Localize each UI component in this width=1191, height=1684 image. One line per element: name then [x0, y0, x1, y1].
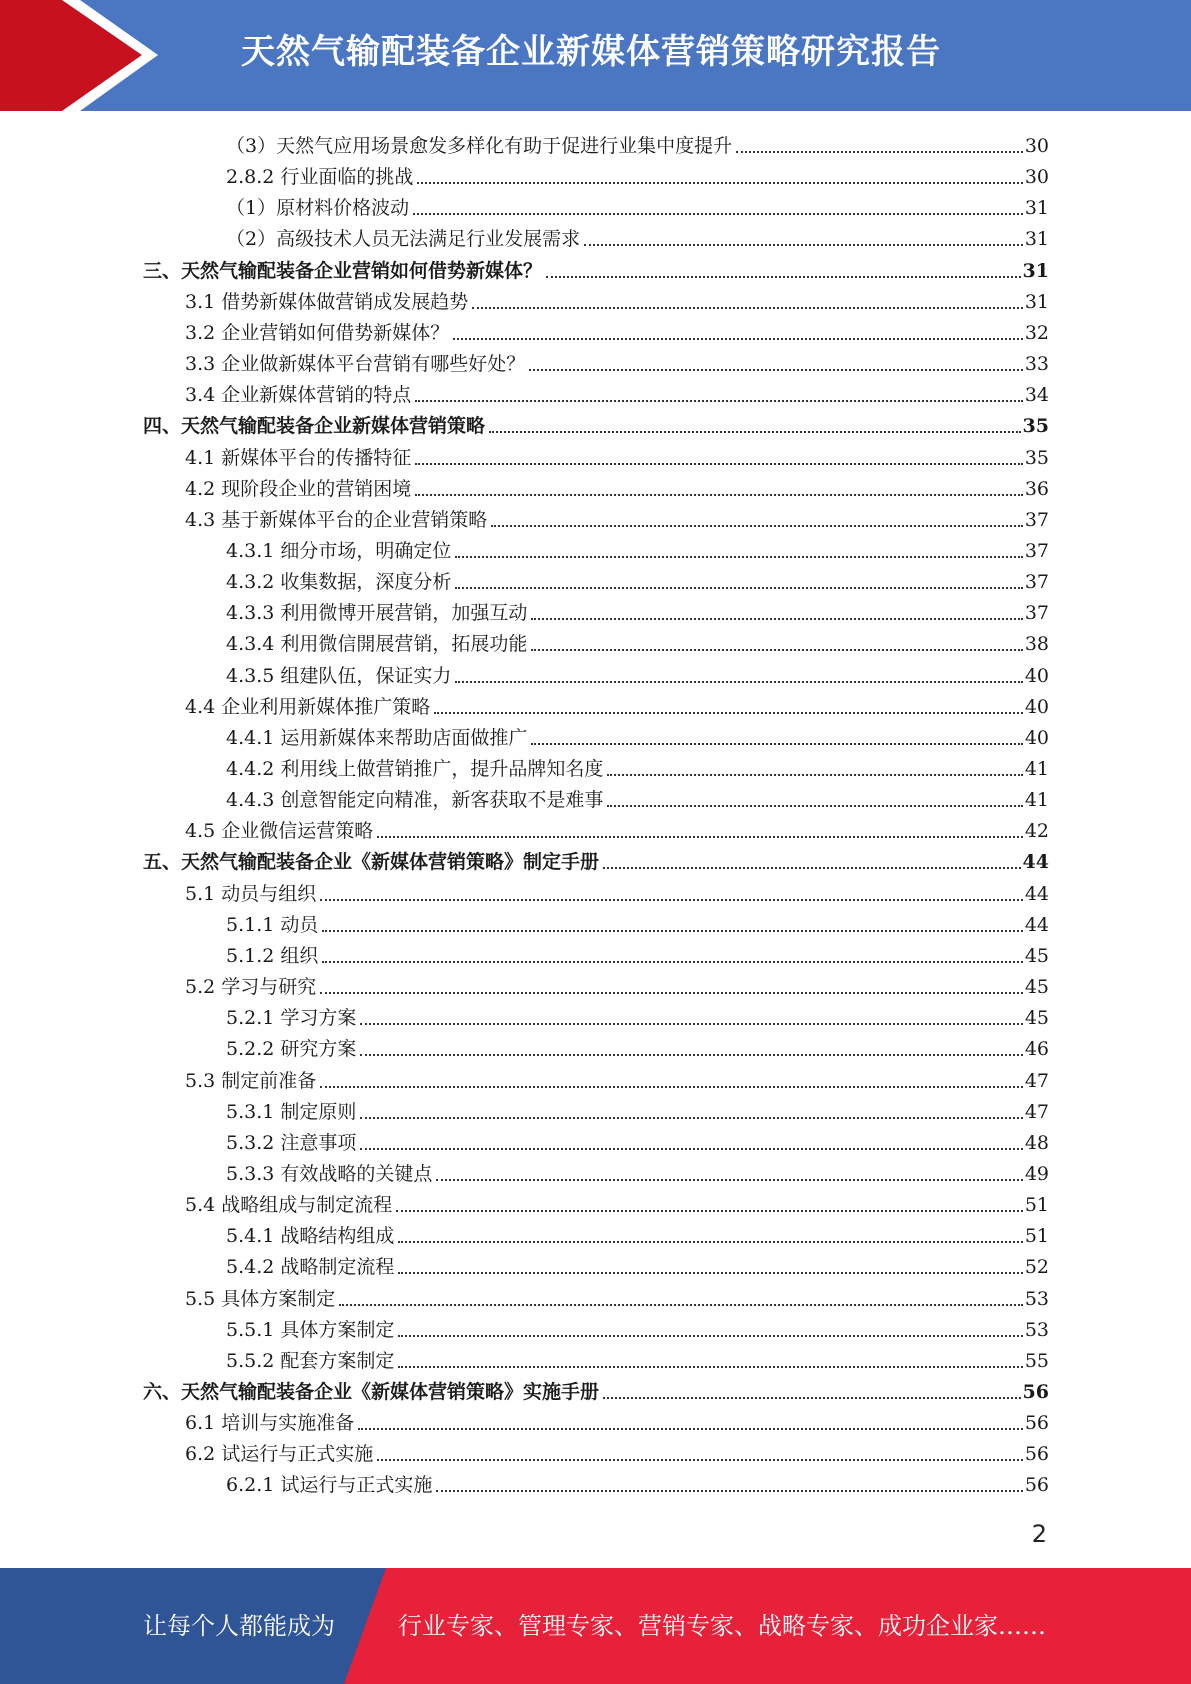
toc-entry[interactable]: [143, 843, 1049, 874]
toc-dot-leader: [603, 1397, 1021, 1399]
toc-dot-leader: [455, 556, 1022, 558]
toc-entry-page: 38: [1024, 633, 1049, 656]
toc-entry-title: 4.3.5 组建队伍，保证实力: [226, 664, 452, 687]
toc-dot-leader: [360, 1023, 1022, 1025]
toc-entry[interactable]: [226, 781, 1049, 812]
toc-entry-title: 4.4.1 运用新媒体来帮助店面做推广: [226, 726, 528, 749]
toc-entry-page: 35: [1022, 415, 1049, 438]
toc-entry[interactable]: [226, 1155, 1049, 1186]
toc-dot-leader: [396, 1210, 1023, 1212]
toc-entry[interactable]: [226, 1248, 1049, 1279]
toc-entry-page: 40: [1024, 695, 1049, 718]
toc-entry[interactable]: [185, 1435, 1049, 1466]
toc-entry-page: 42: [1024, 820, 1049, 843]
toc-entry[interactable]: [185, 314, 1049, 345]
toc-entry[interactable]: [185, 376, 1049, 407]
toc-entry-title: （1）原材料价格波动: [226, 197, 410, 220]
page-header: [0, 0, 1191, 111]
toc-entry-page: 31: [1024, 228, 1049, 251]
toc-entry-title: 5.3.2 注意事项: [226, 1131, 357, 1154]
toc-entry-title: 5.5.2 配套方案制定: [226, 1349, 395, 1372]
toc-entry[interactable]: [226, 657, 1049, 688]
toc-dot-leader: [472, 307, 1023, 309]
toc-entry[interactable]: [185, 439, 1049, 470]
toc-dot-leader: [415, 494, 1023, 496]
toc-dot-leader: [398, 1366, 1022, 1368]
toc-dot-leader: [531, 743, 1022, 745]
toc-entry-title: 5.5.1 具体方案制定: [226, 1318, 395, 1341]
toc-entry-page: 44: [1024, 882, 1049, 905]
toc-entry-title: 5.3 制定前准备: [185, 1069, 317, 1092]
toc-dot-leader: [320, 899, 1023, 901]
toc-dot-leader: [455, 587, 1022, 589]
toc-entry-title: 5.4.1 战略结构组成: [226, 1225, 395, 1248]
toc-entry-page: 33: [1024, 353, 1049, 376]
toc-entry-page: 30: [1024, 166, 1049, 189]
header-arrow-decoration: [0, 0, 180, 111]
toc-dot-leader: [360, 1117, 1022, 1119]
toc-entry[interactable]: [226, 532, 1049, 563]
toc-entry[interactable]: [185, 1062, 1049, 1093]
toc-dot-leader: [436, 1179, 1022, 1181]
page-footer: [0, 1568, 1191, 1684]
toc-dot-leader: [398, 1272, 1022, 1274]
toc-dot-leader: [413, 213, 1023, 215]
toc-entry-page: 37: [1024, 602, 1049, 625]
toc-dot-leader: [377, 1459, 1023, 1461]
toc-entry-title: 4.3 基于新媒体平台的企业营销策略: [185, 508, 488, 531]
toc-dot-leader: [360, 1054, 1022, 1056]
toc-entry-page: 56: [1024, 1443, 1049, 1466]
toc-entry-page: 55: [1024, 1349, 1049, 1372]
toc-entry-title: 6.2.1 试运行与正式实施: [226, 1474, 433, 1497]
toc-entry[interactable]: [185, 470, 1049, 501]
toc-entry-page: 56: [1024, 1412, 1049, 1435]
toc-entry-page: 41: [1024, 789, 1049, 812]
toc-entry-page: 40: [1024, 726, 1049, 749]
toc-entry-page: 30: [1024, 135, 1049, 157]
toc-entry-page: 40: [1024, 664, 1049, 687]
toc-dot-leader: [436, 1490, 1022, 1492]
toc-entry[interactable]: [226, 906, 1049, 937]
toc-entry-page: 44: [1024, 913, 1049, 936]
toc-dot-leader: [377, 836, 1023, 838]
toc-entry[interactable]: [226, 189, 1049, 220]
toc-entry-title: 6.2 试运行与正式实施: [185, 1443, 374, 1466]
toc-entry-title: 5.3.1 制定原则: [226, 1100, 357, 1123]
toc-dot-leader: [322, 930, 1022, 932]
toc-entry-title: 5.4 战略组成与制定流程: [185, 1194, 393, 1217]
toc-entry-title: 5.2.2 研究方案: [226, 1038, 357, 1061]
toc-entry-page: 51: [1024, 1194, 1049, 1217]
toc-entry-page: 53: [1024, 1318, 1049, 1341]
toc-entry-title: 4.4.2 利用线上做营销推广，提升品牌知名度: [226, 758, 604, 780]
toc-entry-page: 46: [1024, 1038, 1049, 1061]
toc-entry[interactable]: [185, 501, 1049, 532]
toc-entry[interactable]: [226, 158, 1049, 189]
toc-dot-leader: [322, 961, 1022, 963]
toc-entry[interactable]: [226, 1030, 1049, 1061]
toc-entry[interactable]: [226, 220, 1049, 251]
toc-entry[interactable]: [226, 127, 1049, 158]
toc-entry-title: （3）天然气应用场景愈发多样化有助于促进行业集中度提升: [226, 135, 733, 157]
toc-dot-leader: [398, 1241, 1022, 1243]
toc-entry-title: 5.4.2 战略制定流程: [226, 1256, 395, 1279]
toc-entry-page: 49: [1024, 1162, 1049, 1185]
toc-dot-leader: [434, 712, 1023, 714]
toc-entry-title: 4.3.2 收集数据，深度分析: [226, 571, 452, 594]
toc-dot-leader: [607, 805, 1022, 807]
toc-entry-title: 5.3.3 有效战略的关键点: [226, 1162, 433, 1185]
toc-entry-page: 36: [1024, 477, 1049, 500]
report-title: 天然气输配装备企业新媒体营销策略研究报告: [241, 32, 941, 72]
toc-entry-title: 5.1 动员与组织: [185, 882, 317, 905]
toc-dot-leader: [531, 649, 1022, 651]
toc-entry-title: 3.4 企业新媒体营销的特点: [185, 384, 412, 407]
toc-entry-title: 六、天然气输配装备企业《新媒体营销策略》实施手册: [143, 1381, 600, 1403]
toc-entry-page: 45: [1024, 944, 1049, 967]
toc-dot-leader: [339, 1304, 1023, 1306]
toc-entry-page: 45: [1024, 1007, 1049, 1030]
toc-entry[interactable]: [226, 1093, 1049, 1124]
toc-dot-leader: [415, 463, 1023, 465]
toc-entry-page: 45: [1024, 976, 1049, 999]
toc-entry[interactable]: [143, 252, 1049, 283]
toc-entry-page: 56: [1024, 1474, 1049, 1497]
toc-entry[interactable]: [185, 1280, 1049, 1311]
toc-entry-page: 41: [1024, 758, 1049, 780]
toc-dot-leader: [455, 681, 1022, 683]
toc-entry[interactable]: [185, 875, 1049, 906]
toc-entry-title: 五、天然气输配装备企业《新媒体营销策略》制定手册: [143, 851, 600, 874]
footer-slogan-left: 让每个人都能成为: [143, 1612, 335, 1640]
toc-entry-page: 35: [1024, 446, 1049, 469]
toc-entry-title: 5.2 学习与研究: [185, 976, 317, 999]
toc-entry-title: 5.5 具体方案制定: [185, 1287, 336, 1310]
toc-dot-leader: [320, 1086, 1023, 1088]
toc-dot-leader: [603, 867, 1021, 869]
toc-entry[interactable]: [226, 1124, 1049, 1155]
toc-entry-title: 5.1.1 动员: [226, 913, 319, 936]
footer-slogan-right: 行业专家、管理专家、营销专家、战略专家、成功企业家……: [398, 1612, 1046, 1640]
toc-entry[interactable]: [226, 1342, 1049, 1373]
toc-dot-leader: [546, 276, 1021, 278]
toc-entry-page: 37: [1024, 571, 1049, 594]
toc-dot-leader: [417, 182, 1022, 184]
toc-entry[interactable]: [185, 812, 1049, 843]
toc-dot-leader: [320, 992, 1023, 994]
toc-entry-title: 三、天然气输配装备企业营销如何借势新媒体？: [143, 259, 543, 282]
toc-entry[interactable]: [226, 563, 1049, 594]
toc-entry-page: 48: [1024, 1131, 1049, 1154]
toc-entry[interactable]: [143, 407, 1049, 438]
toc-entry-title: 3.2 企业营销如何借势新媒体？: [185, 321, 450, 344]
toc-entry-page: 56: [1022, 1381, 1049, 1403]
toc-entry-title: 5.1.2 组织: [226, 944, 319, 967]
toc-dot-leader: [736, 151, 1023, 153]
toc-entry-page: 52: [1024, 1256, 1049, 1279]
toc-dot-leader: [415, 400, 1023, 402]
toc-entry-page: 51: [1024, 1225, 1049, 1248]
toc-entry[interactable]: [185, 1404, 1049, 1435]
toc-entry-title: 四、天然气输配装备企业新媒体营销策略: [143, 415, 486, 438]
toc-entry[interactable]: [226, 1466, 1049, 1497]
toc-entry-page: 37: [1024, 508, 1049, 531]
toc-entry-page: 53: [1024, 1287, 1049, 1310]
toc-entry[interactable]: [226, 750, 1049, 781]
toc-dot-leader: [489, 431, 1021, 433]
toc-entry-page: 31: [1022, 259, 1049, 282]
toc-entry-title: 5.2.1 学习方案: [226, 1007, 357, 1030]
toc-entry[interactable]: [226, 1217, 1049, 1248]
toc-dot-leader: [358, 1428, 1023, 1430]
toc-entry-page: 44: [1022, 851, 1049, 874]
toc-entry[interactable]: [185, 968, 1049, 999]
toc-entry-title: 4.1 新媒体平台的传播特征: [185, 446, 412, 469]
toc-entry-page: 47: [1024, 1100, 1049, 1123]
toc-entry[interactable]: [226, 594, 1049, 625]
toc-dot-leader: [360, 1148, 1022, 1150]
toc-entry[interactable]: [226, 999, 1049, 1030]
page-number: 2: [1031, 1520, 1047, 1548]
toc-entry-title: 4.4.3 创意智能定向精准，新客获取不是难事: [226, 789, 604, 812]
toc-entry-title: 2.8.2 行业面临的挑战: [226, 166, 414, 189]
toc-dot-leader: [491, 525, 1023, 527]
toc-entry[interactable]: [185, 345, 1049, 376]
toc-entry-page: 47: [1024, 1069, 1049, 1092]
toc-entry-page: 37: [1024, 539, 1049, 562]
toc-entry[interactable]: [226, 625, 1049, 656]
toc-entry-page: 31: [1024, 197, 1049, 220]
toc-dot-leader: [531, 618, 1022, 620]
toc-dot-leader: [529, 369, 1023, 371]
toc-entry-title: 4.3.1 细分市场，明确定位: [226, 539, 452, 562]
toc-entry-title: 3.1 借势新媒体做营销成发展趋势: [185, 290, 469, 313]
toc-entry[interactable]: [226, 937, 1049, 968]
toc-entry[interactable]: [226, 719, 1049, 750]
toc-entry[interactable]: [226, 1311, 1049, 1342]
toc-entry-title: 4.4 企业利用新媒体推广策略: [185, 695, 431, 718]
toc-entry-title: 6.1 培训与实施准备: [185, 1412, 355, 1435]
toc-entry-title: 3.3 企业做新媒体平台营销有哪些好处？: [185, 353, 526, 376]
toc-entry[interactable]: [185, 688, 1049, 719]
toc-entry[interactable]: [143, 1373, 1049, 1404]
toc-dot-leader: [584, 244, 1023, 246]
toc-entry-title: 4.2 现阶段企业的营销困境: [185, 477, 412, 500]
toc-entry-page: 34: [1024, 384, 1049, 407]
toc-entry[interactable]: [185, 1186, 1049, 1217]
toc-entry-title: 4.3.3 利用微博开展营销，加强互动: [226, 602, 528, 625]
toc-entry[interactable]: [185, 283, 1049, 314]
toc-entry-title: 4.3.4 利用微信開展营销，拓展功能: [226, 633, 528, 656]
toc-dot-leader: [398, 1335, 1022, 1337]
toc-entry-page: 31: [1024, 290, 1049, 313]
toc-entry-title: （2）高级技术人员无法满足行业发展需求: [226, 228, 581, 251]
toc-dot-leader: [453, 338, 1023, 340]
toc-dot-leader: [607, 774, 1022, 776]
toc-entry-title: 4.5 企业微信运营策略: [185, 820, 374, 843]
toc-entry-page: 32: [1024, 321, 1049, 344]
